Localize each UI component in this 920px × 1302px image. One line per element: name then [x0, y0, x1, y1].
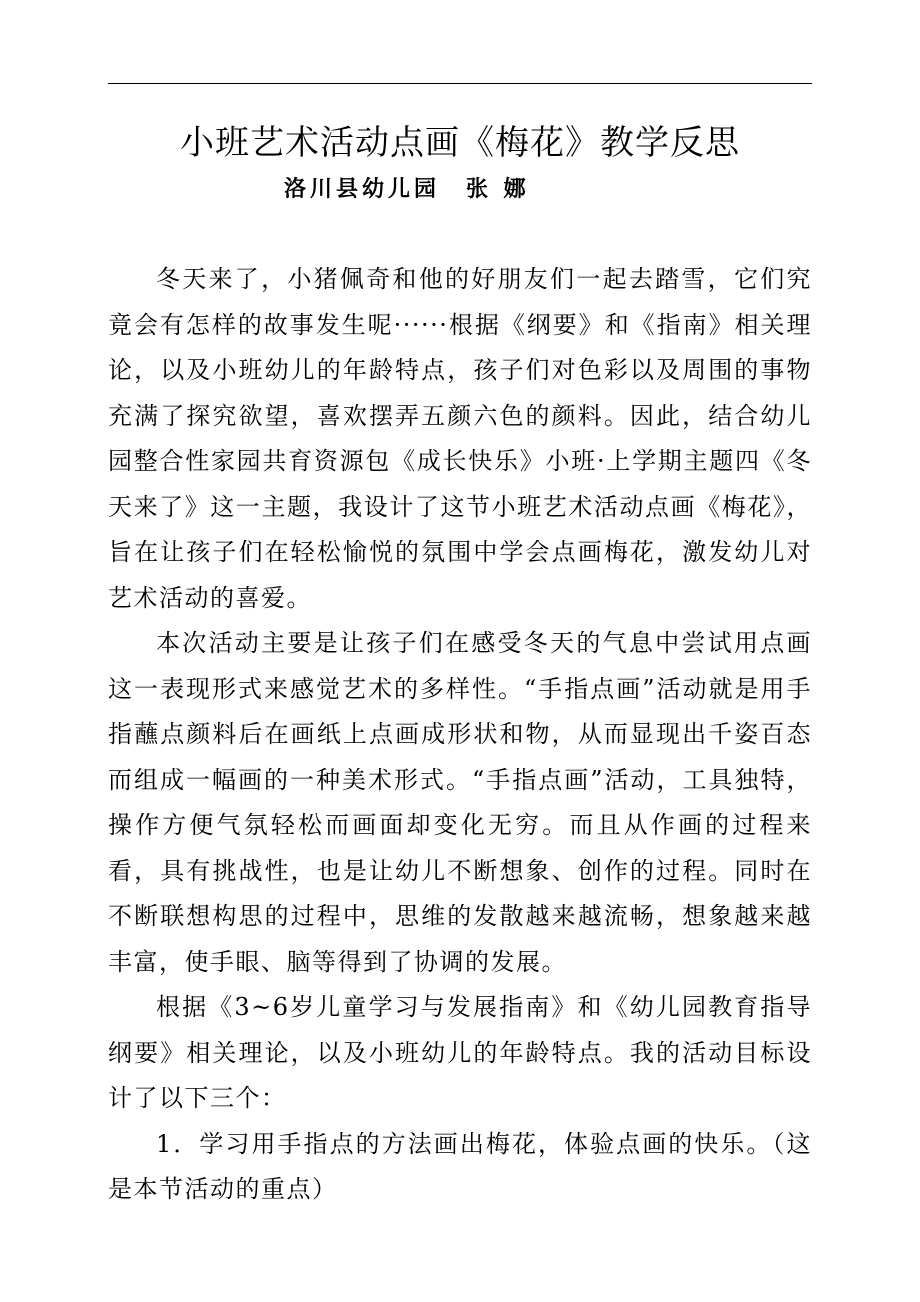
document-title: 小班艺术活动点画《梅花》教学反思	[180, 123, 740, 163]
body-paragraph: 冬天来了，小猪佩奇和他的好朋友们一起去踏雪，它们究竟会有怎样的故事发生呢······根据《纲要》和《指南》相关理论，以及小班幼儿的年龄特点，孩子们对色彩以及周围的事物充满了探究欲望，喜欢摆弄五颜六色的颜料。因此，结合幼儿园整合性家园共育资源包《成长快乐》小班·上学期主题四《冬天来了》这一主题，我设计了这节小班艺术活动点画《梅花》，旨在让孩子们在轻松愉悦的氛围中学会点画梅花，激发幼儿对艺术活动的喜爱。	[108, 265, 812, 612]
body-paragraph: 本次活动主要是让孩子们在感受冬天的气息中尝试用点画这一表现形式来感觉艺术的多样性。“手指点画”活动就是用手指蘸点颜料后在画纸上点画成形状和物，从而显现出千姿百态而组成一幅画的一种美术形式。“手指点画”活动，工具独特，操作方便气氛轻松而画面却变化无穷。而且从作画的过程来看，具有挑战性，也是让幼儿不断想象、创作的过程。同时在不断联想构思的过程中，思维的发散越来越流畅，想象越来越丰富，使手眼、脑等得到了协调的发展。	[108, 629, 812, 976]
body-paragraph: 1．学习用手指点的方法画出梅花，体验点画的快乐。（这是本节活动的重点）	[108, 1129, 812, 1203]
body-paragraph: 根据《3~6岁儿童学习与发展指南》和《幼儿园教育指导纲要》相关理论，以及小班幼儿的年龄特点。我的活动目标设计了以下三个：	[108, 993, 812, 1112]
author-byline: 洛川县幼儿园 张 娜	[284, 176, 530, 202]
document-body	[108, 257, 812, 1213]
header-rule	[108, 83, 812, 84]
